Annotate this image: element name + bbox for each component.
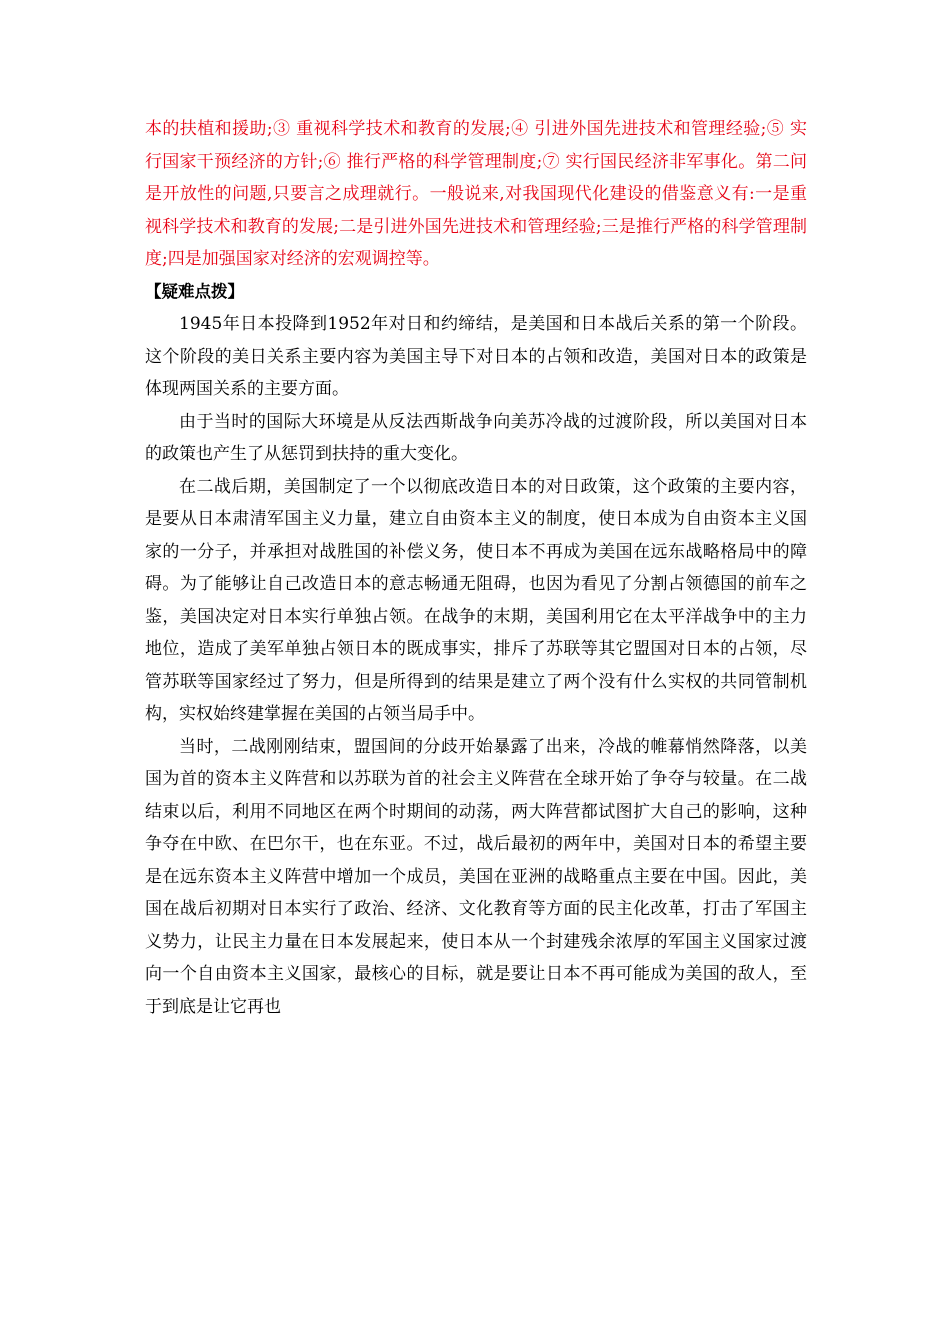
answer-text: 本的扶植和援助;③ 重视科学技术和教育的发展;④ 引进外国先进技术和管理经验;⑤ 实行国家干预经济的方针;⑥ 推行严格的科学管理制度;⑦ 实行国民经济非军事化。第二问是开放性的问题,只要言之成理就行。一般说来,对我国现代化建设的借鉴意义有:一是重视科学技术和教育的发展;二是引进外国先进技术和管理经验;三是推行严格的科学管理制度;四是加强国家对经济的宏观调控等。 <box>145 119 807 269</box>
section-heading: 【疑难点拨】 <box>145 281 244 301</box>
body-paragraph-1: 1945年日本投降到1952年对日和约缔结，是美国和日本战后关系的第一个阶段。这个阶段的美日关系主要内容为美国主导下对日本的占领和改造，美国对日本的政策是体现两国关系的主要方面。 <box>145 314 807 399</box>
body-paragraph-3: 在二战后期，美国制定了一个以彻底改造日本的对日政策，这个政策的主要内容，是要从日本肃清军国主义力量，建立自由资本主义的制度，使日本成为自由资本主义国家的一分子，并承担对战胜国的补偿义务，使日本不再成为美国在远东战略格局中的障碍。为了能够让自己改造日本的意志畅通无阻碍，也因为看见了分割占领德国的前车之鉴，美国决定对日本实行单独占领。在战争的末期，美国利用它在太平洋战争中的主力地位，造成了美军单独占领日本的既成事实，排斥了苏联等其它盟国对日本的占领，尽管苏联等国家经过了努力，但是所得到的结果是建立了两个没有什么实权的共同管制机构，实权始终建掌握在美国的占领当局手中。 <box>145 476 807 724</box>
document-page <box>145 113 807 1023</box>
body-paragraph-2: 由于当时的国际大环境是从反法西斯战争向美苏冷战的过渡阶段，所以美国对日本的政策也产生了从惩罚到扶持的重大变化。 <box>145 411 807 464</box>
body-paragraph-4: 当时，二战刚刚结束，盟国间的分歧开始暴露了出来，冷战的帷幕悄然降落，以美国为首的资本主义阵营和以苏联为首的社会主义阵营在全球开始了争夺与较量。在二战结束以后，利用不同地区在两个时期间的动荡，两大阵营都试图扩大自己的影响，这种争夺在中欧、在巴尔干，也在东亚。不过，战后最初的两年中，美国对日本的希望主要是在远东资本主义阵营中增加一个成员，美国在亚洲的战略重点主要在中国。因此，美国在战后初期对日本实行了政治、经济、文化教育等方面的民主化改革，打击了军国主义势力，让民主力量在日本发展起来，使日本从一个封建残余浓厚的军国主义国家过渡向一个自由资本主义国家，最核心的目标，就是要让日本不再可能成为美国的敌人，至于到底是让它再也 <box>145 736 807 1017</box>
